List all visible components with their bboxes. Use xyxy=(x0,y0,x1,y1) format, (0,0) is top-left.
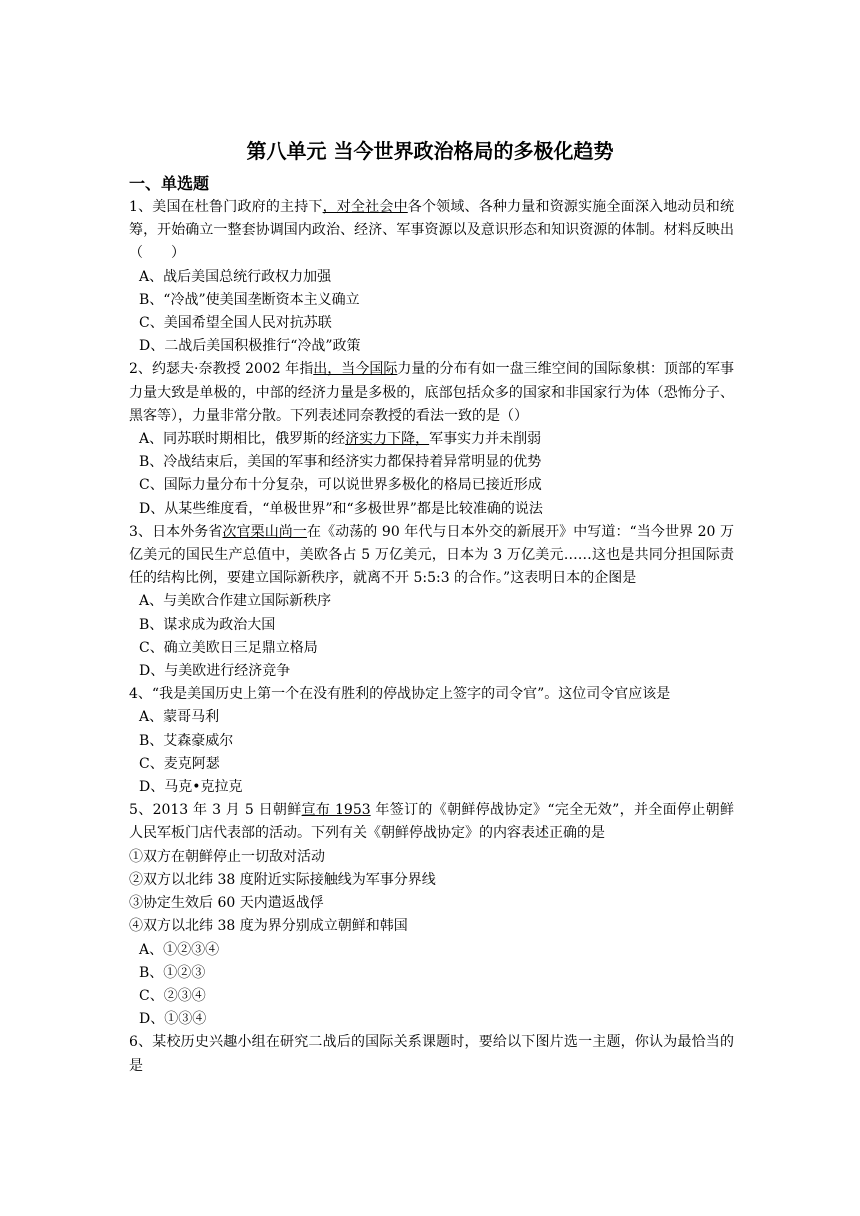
underlined-text: 出，当今国际 xyxy=(313,361,398,378)
option-a: A、与美欧合作建立国际新秩序 xyxy=(139,593,332,610)
question-3 xyxy=(129,521,734,683)
stem-text: 5、2013 年 3 月 5 日朝鲜 xyxy=(129,802,302,819)
stem-text: 1、美国在杜鲁门政府的主持下 xyxy=(129,199,323,215)
option-b: B、谋求成为政治大国 xyxy=(139,616,276,633)
option-b: B、艾森豪威尔 xyxy=(139,732,234,749)
underlined-text: 济实力下降， xyxy=(345,431,430,448)
stem-text: 各个领域、各种力量和资源实施全面深入地动员和统筹，开始确立一整套协调国内政治、经济、军事资源以及意识形态和知识资源的体制。材料反映出（ ） xyxy=(129,199,734,262)
underlined-text: 次官栗山尚一 xyxy=(222,523,307,540)
stem-text: 3、日本外务省 xyxy=(129,523,223,540)
statement-1: ①双方在朝鲜停止一切敌对活动 xyxy=(129,848,325,865)
underlined-text: ，对全社会中 xyxy=(322,199,408,215)
option-a xyxy=(129,428,734,451)
document-title: 第八单元 当今世界政治格局的多极化趋势 xyxy=(246,139,614,163)
statement-3: ③协定生效后 60 天内遣返战俘 xyxy=(129,895,324,912)
stem-text: 力量的分布有如一盘三维空间的国际象棋：顶部的军事力量大致是单极的，中部的经济力量是多极的，底部包括众多的国家和非国家行为体（恐怖分子、黑客等），力量非常分散。下列表述同奈教授的看法一致的是（） xyxy=(129,361,735,424)
option-a: A、蒙哥马利 xyxy=(139,709,220,726)
statement-4: ④双方以北纬 38 度为界分别成立朝鲜和韩国 xyxy=(129,918,408,935)
option-c: C、美国希望全国人民对抗苏联 xyxy=(139,315,332,332)
option-d: D、马克•克拉克 xyxy=(139,779,243,796)
option-a: A、战后美国总统行政权力加强 xyxy=(139,268,332,285)
option-b: B、①②③ xyxy=(139,964,206,981)
option-d: D、从某些维度看，“单极世界”和“多极世界”都是比较准确的说法 xyxy=(139,500,543,517)
option-c: C、麦克阿瑟 xyxy=(139,755,220,772)
section-heading: 一、单选题 xyxy=(129,174,210,193)
question-stem: 4、“我是美国历史上第一个在没有胜利的停战协定上签字的司令官”。这位司令官应该是 xyxy=(129,686,671,703)
question-6 xyxy=(129,1031,734,1077)
underlined-text: 宣布 1953 xyxy=(301,802,371,819)
question-4 xyxy=(129,683,734,799)
option-c: C、②③④ xyxy=(139,987,206,1004)
option-c: C、确立美欧日三足鼎立格局 xyxy=(139,639,318,656)
option-a: A、①②③④ xyxy=(139,941,220,958)
question-stem xyxy=(129,521,734,591)
question-1 xyxy=(129,196,734,358)
question-2 xyxy=(129,358,734,520)
option-text: A、同苏联时期相比，俄罗斯的经 xyxy=(139,431,346,448)
option-d: D、①③④ xyxy=(139,1011,207,1028)
stem-text: 2、约瑟夫·奈教授 2002 年指 xyxy=(129,361,314,378)
document-content xyxy=(129,172,734,1078)
stem-text: 在《动荡的 90 年代与日本外交的新展开》中写道：“当今世界 20 万亿美元的国民生产总值中，美欧各占 5 万亿美元，日本为 3 万亿美元……这也是共同分担国际责任的结构比例，要建立国际新秩序，就离不开 5:5:3 的合作。”这表明日本的企图是 xyxy=(129,523,735,587)
option-b: B、冷战结束后，美国的军事和经济实力都保持着异常明显的优势 xyxy=(139,454,542,471)
question-stem xyxy=(129,358,734,428)
option-c: C、国际力量分布十分复杂，可以说世界多极化的格局已接近形成 xyxy=(139,477,542,494)
question-stem xyxy=(129,196,734,266)
question-stem: 6、某校历史兴趣小组在研究二战后的国际关系课题时，要给以下图片选一主题，你认为最恰当的是 xyxy=(129,1034,734,1074)
stem-text: 年签订的《朝鲜停战协定》“完全无效”，并全面停止朝鲜人民军板门店代表部的活动。下列有关《朝鲜停战协定》的内容表述正确的是 xyxy=(129,802,734,842)
option-d: D、二战后美国积极推行“冷战”政策 xyxy=(139,338,361,355)
question-5 xyxy=(129,799,734,1031)
option-b: B、“冷战”使美国垄断资本主义确立 xyxy=(139,291,360,308)
question-stem xyxy=(129,799,734,845)
statement-2: ②双方以北纬 38 度附近实际接触线为军事分界线 xyxy=(129,871,436,888)
option-text: 军事实力并未削弱 xyxy=(429,431,542,448)
option-d: D、与美欧进行经济竞争 xyxy=(139,663,291,680)
